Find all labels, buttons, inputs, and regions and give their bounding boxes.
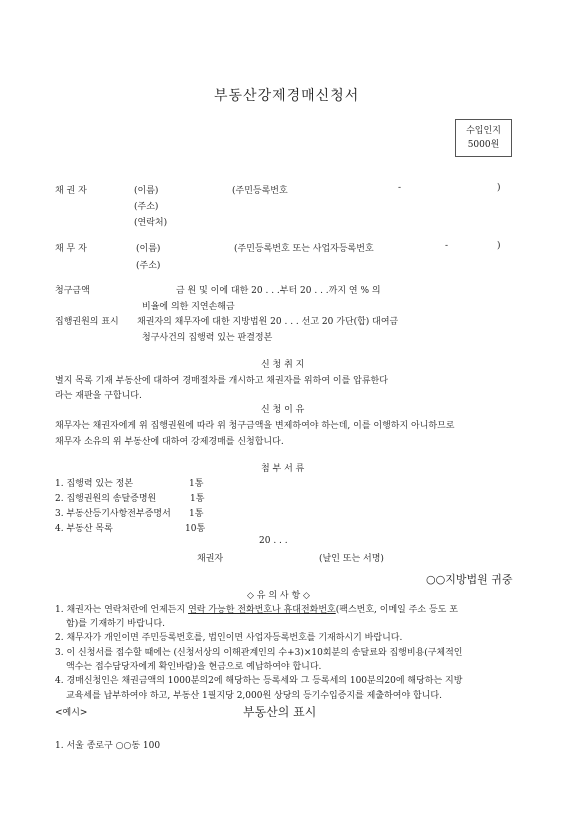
- debtor-id-field: (주민등록번호 또는 사업자등록번호: [234, 244, 374, 254]
- creditor-contact-field: (연락처): [134, 218, 168, 228]
- note-1-emphasis: 연락 가능한 전화번호나 휴대전화번호: [188, 605, 336, 615]
- document-title: 부동산강제경매신청서: [214, 88, 360, 104]
- attachments-heading: 첨 부 서 류: [261, 464, 305, 474]
- creditor-address-field: (주소): [134, 202, 159, 212]
- creditor-name-field: (이름): [134, 186, 159, 196]
- revenue-stamp-box: [455, 119, 512, 157]
- attachment-count-1: 1통: [189, 479, 204, 489]
- debtor-label: 채 무 자: [55, 244, 87, 254]
- creditor-id-field: (주민등록번호: [232, 186, 288, 196]
- note-4-continuation: 교육세를 납부하여야 하고, 부동산 1필지당 2,000원 상당의 등기수입증지를 제출하여야 합니다.: [66, 691, 442, 701]
- creditor-label: 채 권 자: [55, 186, 87, 196]
- debtor-address-field: (주소): [136, 261, 161, 271]
- note-4: 4. 경매신청인은 채권금액의 1000분의2에 해당하는 등록세와 그 등록세의 100분의20에 해당하는 지방: [55, 676, 463, 686]
- court-addressee: ○○지방법원 귀중: [426, 573, 513, 586]
- reason-line-1: 채무자는 채권자에게 위 집행권원에 따라 위 청구금액을 변제하여야 하는데, 이를 이행하지 아니하므로: [55, 421, 455, 431]
- purpose-line-1: 별지 목록 기재 부동산에 대하여 경매절차를 개시하고 채권자를 위하여 이를 압류한다: [55, 376, 388, 386]
- signature-label: 채권자: [197, 554, 224, 564]
- property-heading: 부동산의 표시: [243, 705, 317, 719]
- claim-label: 청구금액: [55, 286, 90, 296]
- title-basis-line-1: 채권자의 채무자에 대한 지방법원 20 . . . 선고 20 가단(합) 대여금: [137, 317, 399, 327]
- creditor-id-close: ): [497, 183, 501, 193]
- attachment-count-2: 1통: [190, 494, 205, 504]
- note-2: 2. 채무자가 개인이면 주민등록번호를, 법인이면 사업자등록번호를 기재하시기 바랍니다.: [55, 633, 403, 643]
- debtor-name-field: (이름): [136, 244, 161, 254]
- attachment-item-1: 1. 집행력 있는 정본: [55, 479, 134, 489]
- notes-heading: ◇ 유 의 사 항 ◇: [247, 591, 310, 601]
- attachment-item-2: 2. 집행권원의 송달증명원: [55, 494, 157, 504]
- purpose-heading: 신 청 취 지: [261, 360, 305, 370]
- title-basis-line-2: 청구사건의 집행력 있는 판결정본: [142, 333, 273, 343]
- property-item-1: 1. 서울 종로구 ○○동 100: [55, 741, 161, 751]
- creditor-id-dash: -: [398, 183, 402, 193]
- note-1-text-a: 1. 채권자는 연락처란에 언제든지: [55, 605, 189, 615]
- stamp-label: 수입인지: [466, 126, 501, 136]
- attachment-count-3: 1통: [189, 509, 204, 519]
- application-date: 20 . . .: [259, 536, 288, 546]
- note-3-continuation: 액수는 접수담당자에게 확인바람)을 현금으로 예납하여야 합니다.: [66, 662, 322, 672]
- debtor-id-dash: -: [445, 241, 449, 251]
- attachment-item-4: 4. 부동산 목록: [55, 524, 113, 534]
- note-1-continuation: 함)를 기재하기 바랍니다.: [66, 619, 166, 629]
- reason-line-2: 채무자 소유의 위 부동산에 대하여 강제경매를 신청합니다.: [55, 437, 284, 447]
- stamp-amount: 5000원: [467, 140, 500, 150]
- note-1: [55, 602, 458, 615]
- purpose-line-2: 라는 재판을 구합니다.: [55, 391, 142, 401]
- signature-note: (날인 또는 서명): [319, 554, 384, 564]
- note-1-text-b: (팩스번호, 이메일 주소 등도 포: [335, 605, 458, 615]
- example-label: <예시>: [55, 708, 88, 718]
- claim-line-2: 비율에 의한 지연손해금: [142, 302, 235, 312]
- note-3: 3. 이 신청서를 접수할 때에는 (신청서상의 이해관계인의 수+3)×10회분의 송달료와 집행비용(구체적인: [55, 648, 463, 658]
- reason-heading: 신 청 이 유: [261, 405, 305, 415]
- claim-line-1: 금 원 및 이에 대한 20 . . .부터 20 . . .까지 연 % 의: [176, 286, 381, 296]
- attachment-item-3: 3. 부동산등기사항전부증명서: [55, 509, 171, 519]
- title-basis-label: 집행권원의 표시: [55, 317, 119, 327]
- attachment-count-4: 10통: [185, 524, 206, 534]
- debtor-id-close: ): [497, 241, 501, 251]
